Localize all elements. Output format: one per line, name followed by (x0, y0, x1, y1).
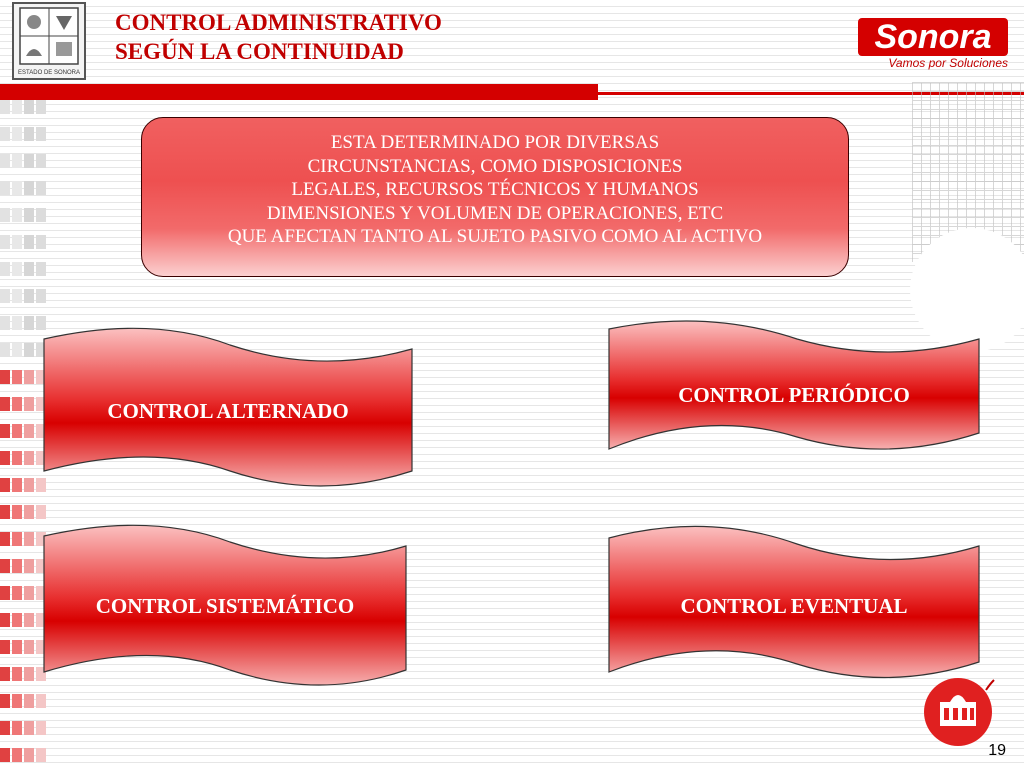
page-number: 19 (988, 742, 1006, 759)
banner-label: CONTROL SISTEMÁTICO (95, 594, 355, 618)
info-box (141, 117, 849, 277)
banner-control-sistematico (40, 522, 410, 694)
page-title (115, 8, 442, 66)
info-line: CIRCUNSTANCIAS, COMO DISPOSICIONES (307, 155, 683, 177)
logo-wordmark: Sonora (858, 18, 1008, 56)
svg-text:ESTADO DE SONORA: ESTADO DE SONORA (18, 70, 80, 76)
title-line-2: SEGÚN LA CONTINUIDAD (115, 39, 404, 64)
info-line: ESTA DETERMINADO POR DIVERSAS (330, 132, 660, 153)
info-line: LEGALES, RECURSOS TÉCNICOS Y HUMANOS (291, 179, 699, 200)
banner-label: CONTROL PERIÓDICO (678, 383, 910, 407)
logo-tagline: Vamos por Soluciones (888, 56, 1008, 70)
info-line: QUE AFECTAN TANTO AL SUJETO PASIVO COMO AL ACTIVO (227, 226, 763, 247)
banner-control-periodico (607, 317, 981, 457)
banner-label: CONTROL EVENTUAL (680, 594, 908, 618)
banner-label: CONTROL ALTERNADO (107, 399, 349, 423)
state-crest-icon (12, 2, 86, 80)
title-line-1: CONTROL ADMINISTRATIVO (115, 10, 442, 35)
sonora-logo (858, 18, 1008, 78)
info-line: DIMENSIONES Y VOLUMEN DE OPERACIONES, ETC (266, 202, 724, 224)
header-red-bar (0, 84, 598, 100)
banner-control-alternado (40, 325, 416, 495)
